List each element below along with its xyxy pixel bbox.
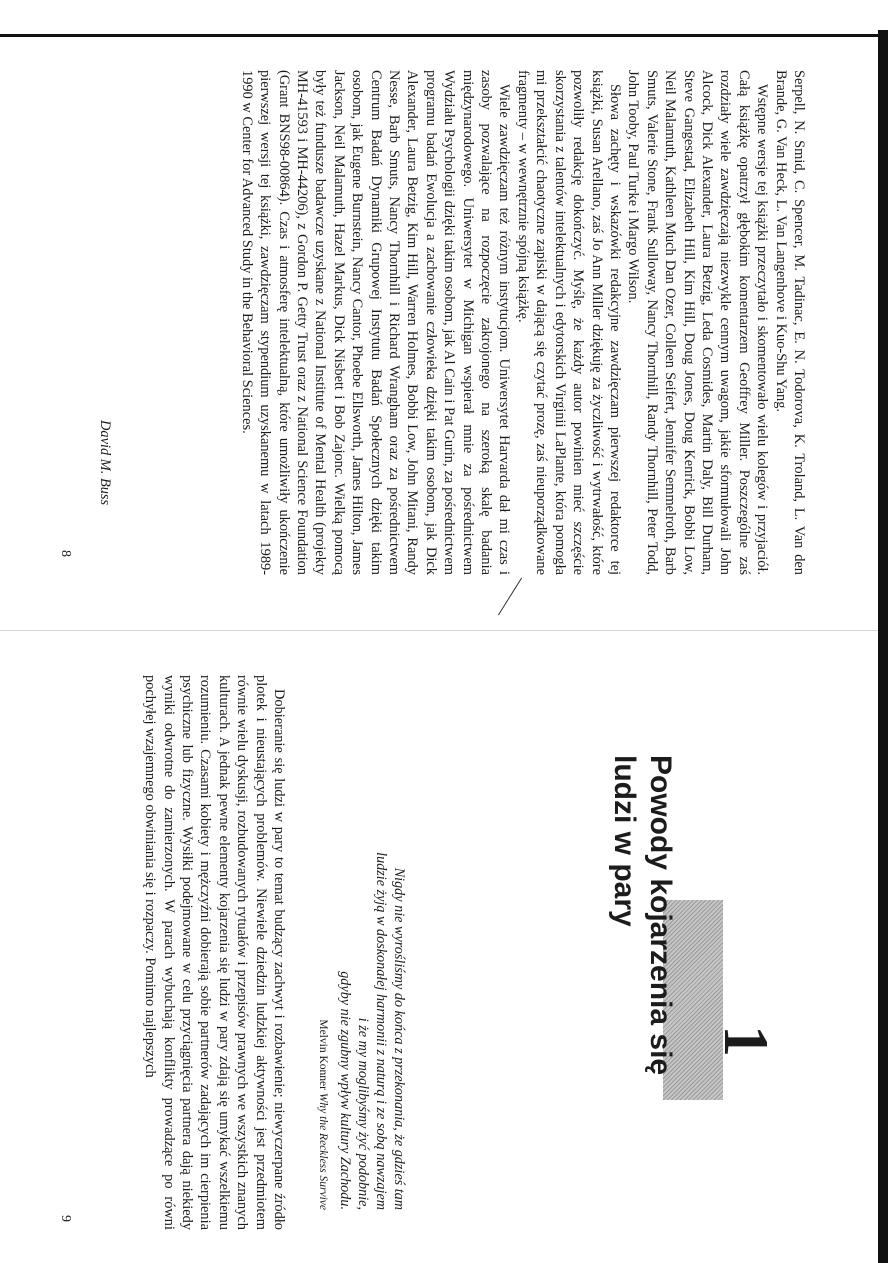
epigraph-line: ludzie żyją w doskonałej harmonii z naturą i ze sobą nawzajem	[373, 852, 389, 1210]
epigraph-line: Nigdy nie wyrośliśmy do końca z przekonania, że gdzieś tam	[391, 867, 407, 1210]
left-paragraph-1: Serpell, N. Smid, C. Spencer, M. Tadinac, E. N. Todorova, K. Troland, L. Van den Brande, G. Van Heck, L. Van Langenhove i Kuo-Shu Yang.	[772, 70, 807, 575]
left-paragraph-4: Wiele zawdzięczam też różnym instytucjom. Uniwersytet Harvarda dał mi czas i zasoby pozwalające na rozpoczęcie zakrojonego na szeroką skalę badania międzynarodowego. Uniwersytet w Michigan wspierał mnie za pośrednictwem Wydziału Psychologii dzięki takim osobom, jak Al Cain i Pat Gurin, za pośrednictwem programu badań Ewolucja a zachowanie człowieka dzięki takim osobom, jak Dick Alexander, Laura Betzig, Kim Hill, Warren Holmes, Bobbi Low, John Mitani, Randy Nesse, Barb Smuts, Nancy Thornhill i Richard Wrangham oraz za pośrednictwem Centrum Badań Dynamiki Grupowej Instytutu Badań Społecznych dzięki takim osobom, jak Eugene Burnstein, Nancy Cantor, Phoebe Ellsworth, James Hilton, James Jackson, Neil Malamuth, Hazel Markus, Dick Nisbett i Bob Zajonc. Wielką pomocą były też fundusze badawcze uzyskane z National Institute of Mental Health (projekty MH-41593 i MH-44206), z Gordon P. Getty Trust oraz z National Science Foundation (Grant BNS98-00864). Czas i atmosferę intelektualną, które umożliwiły ukończenie pierwszej wersji tej książki, zawdzięczam stypendium uzyskanemu w latach 1989-1990 w Center for Advanced Study in the Behavioral Sciences.	[238, 70, 513, 575]
pen-mark	[498, 578, 522, 616]
epigraph-line: i że my moglibyśmy żyć podobnie,	[355, 1017, 371, 1210]
epigraph-attribution	[314, 705, 332, 1210]
epigraph-line: gdyby nie zgubny wpływ kultury Zachodu.	[337, 971, 353, 1210]
right-page	[58, 675, 808, 1230]
chapter-title-line-2: ludzi w pary	[608, 755, 641, 927]
page-fold	[0, 630, 878, 631]
epigraph-source-title: Why the Reckless Survive	[317, 1092, 329, 1210]
right-paragraph-1: Dobieranie się ludzi w pary to temat budzący zachwyt i rozbawienie; niewyczerpane źródło plotek i nieustających problemów. Niewiele dziedzin ludzkiej aktywności jest przedmiotem równie wielu dyskusji, rozbudowanych rytuałów i przepisów prawnych we wszystkich znanych kulturach. A jednak pewne elementy kojarzenia się ludzi w pary zdają się umykać wszelkiemu rozumieniu. Czasami kobiety i mężczyźni dobierają sobie partnerów zadających im cierpienia psychiczne lub fizyczne. Wysiłki podejmowane w celu przyciągnięcia partnera dają niekiedy wyniki odwrotne do zamierzonych. W parach wybuchają konflikty prowadzące po równi pochyłej wzajemnego obwiniania się i rozpaczy. Pomimo najlepszych	[142, 675, 287, 1230]
page-number-right: 9	[58, 1215, 73, 1222]
chapter-number: 1	[711, 1025, 782, 1057]
chapter-title	[606, 755, 678, 1175]
chapter-body	[141, 675, 288, 1230]
top-edge-rule	[0, 34, 880, 37]
left-paragraph-3: Słowa zachęty i wskazówki redakcyjne zawdzięczam pierwszej redaktorce tej książki, Susan Arellano, zaś Jo Ann Miller dziękuję za życzliwość i wytrwałość, które pozwoliły redakcję dokończyć. Myślę, że każdy autor powinien mieć szczęście skorzystania z talentów intelektualnych i edytorskich Virginii LaPlante, która pomogła mi przekształcić chaotyczne zapiski w dającą się czytać prozę, zaś nieuporządkowane fragmenty – w wewnętrznie spójną książkę.	[514, 70, 623, 575]
right-page-edge	[878, 30, 888, 1263]
epigraph-author: Melvin Konner	[317, 1019, 329, 1090]
left-page	[58, 70, 808, 575]
left-paragraph-2: Wstępne wersje tej książki przeczytało i skomentowało wielu kolegów i przyjaciół. Całą książkę opatrzył głębokim komentarzem Geoffrey Miller. Poszczególne zaś rozdziały wiele zawdzięczają niezwykle cennym uwagom, jakie sformułowali John Alcock, Dick Alexander, Laura Betzig, Leda Cosmides, Martin Daly, Bill Durham, Steve Gangestad, Elizabeth Hill, Kim Hill, Doug Jones, Doug Kenrick, Bobbi Low, Neil Malamuth, Kathleen Much Dan Ozer, Colleen Seifert, Jennifer Semmelroth, Barb Smuts, Valerie Stone, Frank Sulloway, Nancy Thornhill, Randy Thornhill, Peter Todd, John Tooby, Paul Turke i Margo Wilson.	[625, 70, 771, 575]
epigraph	[314, 705, 408, 1210]
author-signature: David M. Buss	[97, 420, 113, 506]
chapter-title-line-1: Powody kojarzenia się	[644, 755, 677, 1076]
page-number-left: 8	[58, 550, 73, 557]
